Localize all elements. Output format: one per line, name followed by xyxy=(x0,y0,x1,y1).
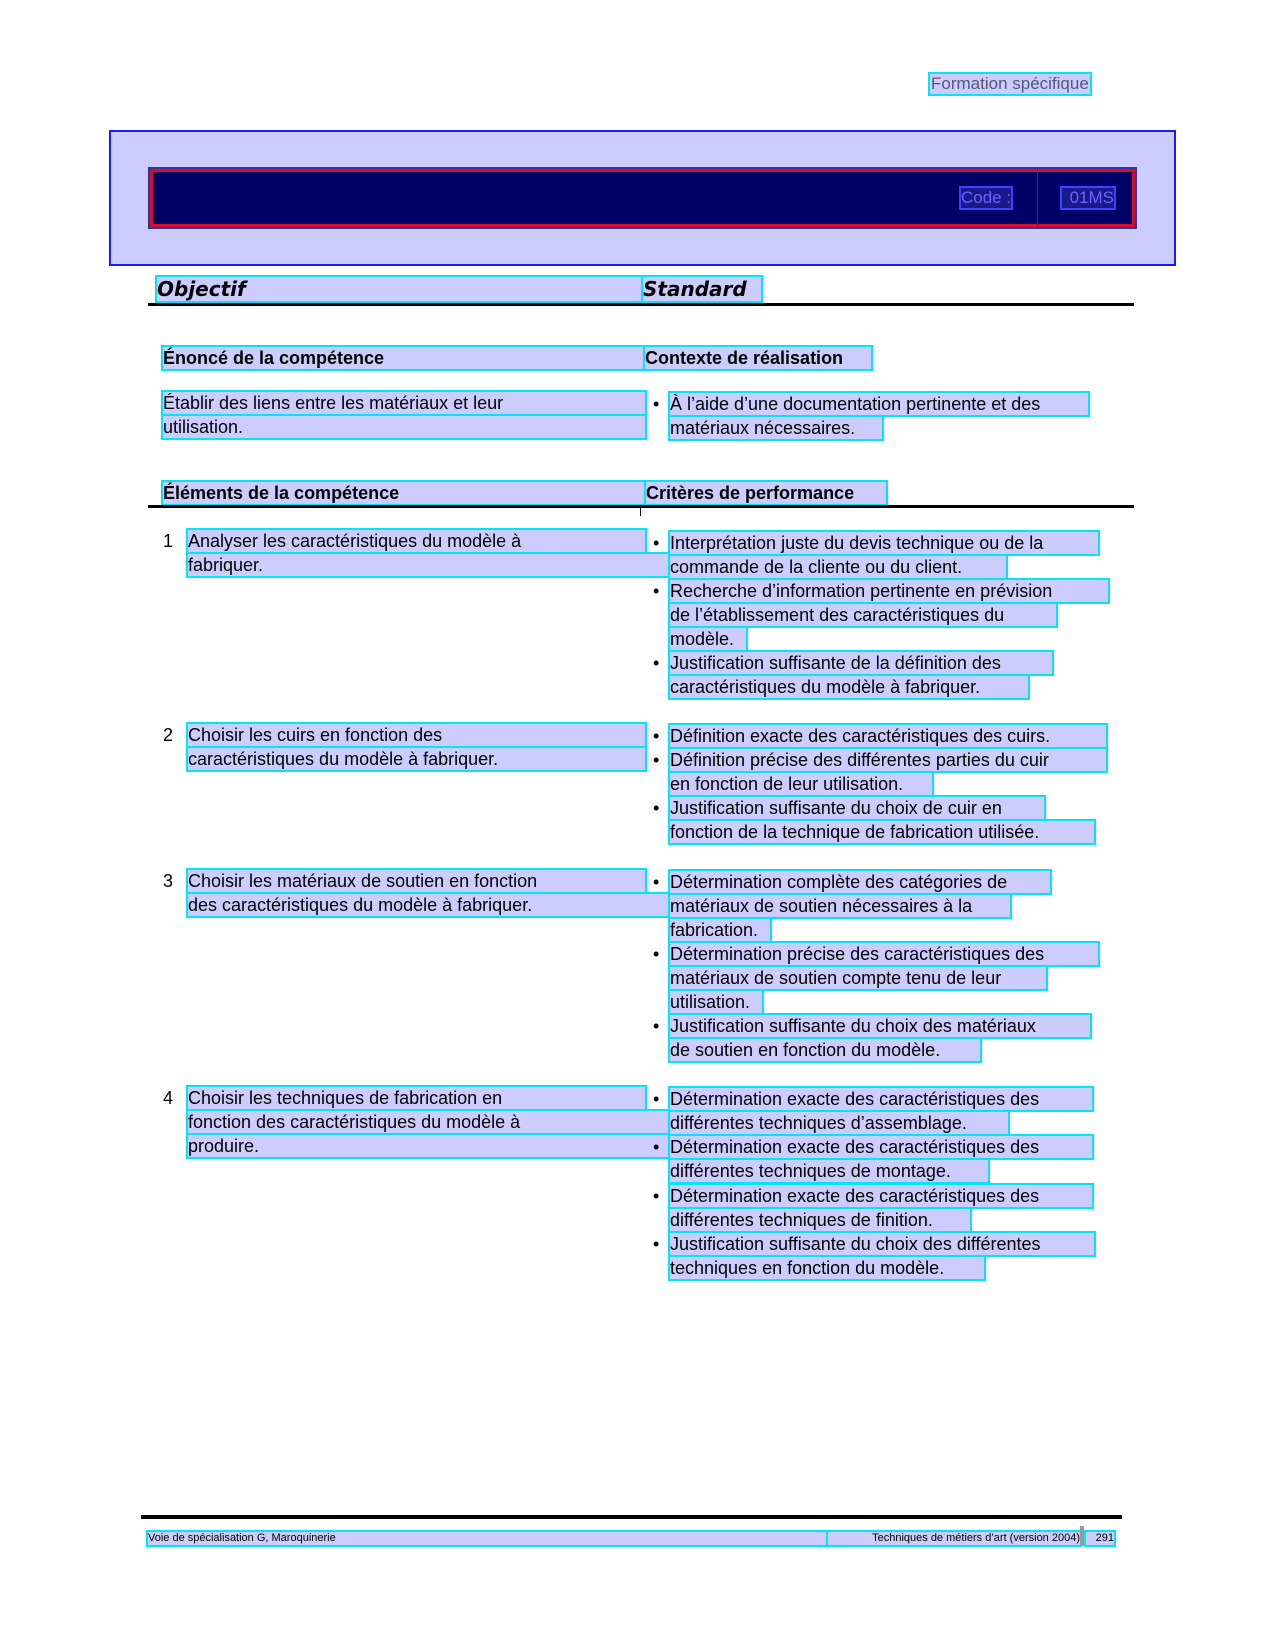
critere-11-line-2: différentes techniques de montage. xyxy=(670,1160,988,1182)
column-divider xyxy=(640,508,641,516)
critere-7-line-1: Détermination complète des catégories de xyxy=(670,871,1050,893)
bullet-icon: • xyxy=(653,1137,660,1157)
critere-2-line-1: Recherche d’information pertinente en prévision xyxy=(670,580,1108,602)
contexte-line-1: À l’aide d’une documentation pertinente et des xyxy=(670,393,1088,415)
bullet-icon: • xyxy=(653,1234,660,1254)
critere-8-line-2: matériaux de soutien compte tenu de leur xyxy=(670,967,1046,989)
critere-13-line-1: Justification suffisante du choix des différentes xyxy=(670,1233,1094,1255)
footer-left: Voie de spécialisation G, Maroquinerie xyxy=(148,1532,828,1545)
critere-12-line-2: différentes techniques de finition. xyxy=(670,1209,970,1231)
element-3-line-2: des caractéristiques du modèle à fabriquer. xyxy=(188,894,670,916)
enonce-line-2: utilisation. xyxy=(163,416,645,438)
element-number: 3 xyxy=(163,871,174,891)
element-4-line-1: Choisir les techniques de fabrication en xyxy=(188,1087,645,1109)
footer-rule xyxy=(141,1515,1122,1519)
critere-7-line-2: matériaux de soutien nécessaires à la xyxy=(670,895,1010,917)
enonce-line-1: Établir des liens entre les matériaux et leur xyxy=(163,392,645,414)
critere-11-line-1: Détermination exacte des caractéristiques des xyxy=(670,1136,1092,1158)
element-2-line-2: caractéristiques du modèle à fabriquer. xyxy=(188,748,645,770)
element-1-line-1: Analyser les caractéristiques du modèle à xyxy=(188,530,645,552)
critere-7-line-3: fabrication. xyxy=(670,919,770,941)
bullet-icon: • xyxy=(653,1186,660,1206)
element-1-line-2: fabriquer. xyxy=(188,554,670,576)
bullet-icon: • xyxy=(653,533,660,553)
critere-9-line-1: Justification suffisante du choix des matériaux xyxy=(670,1015,1090,1037)
footer-right: Techniques de métiers d’art (version 2004) xyxy=(828,1532,1080,1545)
code-value: 01MS xyxy=(1062,188,1114,208)
critere-2-line-2: de l’établissement des caractéristiques du xyxy=(670,604,1056,626)
critere-5-line-1: Définition précise des différentes parties du cuir xyxy=(670,749,1106,771)
critere-9-line-2: de soutien en fonction du modèle. xyxy=(670,1039,980,1061)
element-3-line-1: Choisir les matériaux de soutien en fonction xyxy=(188,870,645,892)
bullet-icon: • xyxy=(653,581,660,601)
critere-4-line-1: Définition exacte des caractéristiques des cuirs. xyxy=(670,725,1106,747)
bullet-icon: • xyxy=(653,726,660,746)
bullet-icon: • xyxy=(653,1016,660,1036)
critere-13-line-2: techniques en fonction du modèle. xyxy=(670,1257,984,1279)
critere-1-line-1: Interprétation juste du devis technique ou de la xyxy=(670,532,1098,554)
element-number: 2 xyxy=(163,725,174,745)
element-2-line-1: Choisir les cuirs en fonction des xyxy=(188,724,645,746)
element-4-line-2: fonction des caractéristiques du modèle à xyxy=(188,1111,670,1133)
critere-1-line-2: commande de la cliente ou du client. xyxy=(670,556,1006,578)
critere-3-line-2: caractéristiques du modèle à fabriquer. xyxy=(670,676,1028,698)
critere-8-line-3: utilisation. xyxy=(670,991,762,1013)
elements-heading: Éléments de la compétence xyxy=(163,482,645,504)
code-label: Code : xyxy=(961,188,1012,207)
critere-2-line-3: modèle. xyxy=(670,628,746,650)
code-separator xyxy=(1037,170,1038,226)
element-number: 4 xyxy=(163,1088,174,1108)
element-4-line-3: produire. xyxy=(188,1135,670,1157)
critere-10-line-2: différentes techniques d’assemblage. xyxy=(670,1112,1008,1134)
criteres-heading: Critères de performance xyxy=(646,482,886,504)
section-rule xyxy=(148,303,1134,306)
enonce-heading: Énoncé de la compétence xyxy=(163,347,645,369)
bullet-icon: • xyxy=(653,653,660,673)
critere-12-line-1: Détermination exacte des caractéristiques des xyxy=(670,1185,1092,1207)
bullet-icon: • xyxy=(653,944,660,964)
section-objectif: Objectif xyxy=(157,277,643,301)
critere-5-line-2: en fonction de leur utilisation. xyxy=(670,773,932,795)
page-number: 291 xyxy=(1086,1532,1114,1545)
table-rule xyxy=(148,505,1134,508)
contexte-line-2: matériaux nécessaires. xyxy=(670,417,882,439)
section-standard: Standard xyxy=(643,277,761,301)
bullet-icon: • xyxy=(653,750,660,770)
bullet-icon: • xyxy=(653,394,660,414)
critere-8-line-1: Détermination précise des caractéristiques des xyxy=(670,943,1098,965)
critere-3-line-1: Justification suffisante de la définition des xyxy=(670,652,1052,674)
bullet-icon: • xyxy=(653,872,660,892)
contexte-heading: Contexte de réalisation xyxy=(645,347,871,369)
critere-6-line-1: Justification suffisante du choix de cuir en xyxy=(670,797,1044,819)
footer-separator xyxy=(1080,1526,1084,1546)
critere-6-line-2: fonction de la technique de fabrication utilisée. xyxy=(670,821,1094,843)
header-label: Formation spécifique xyxy=(931,74,1089,93)
critere-10-line-1: Détermination exacte des caractéristiques des xyxy=(670,1088,1092,1110)
element-number: 1 xyxy=(163,531,174,551)
bullet-icon: • xyxy=(653,798,660,818)
bullet-icon: • xyxy=(653,1089,660,1109)
